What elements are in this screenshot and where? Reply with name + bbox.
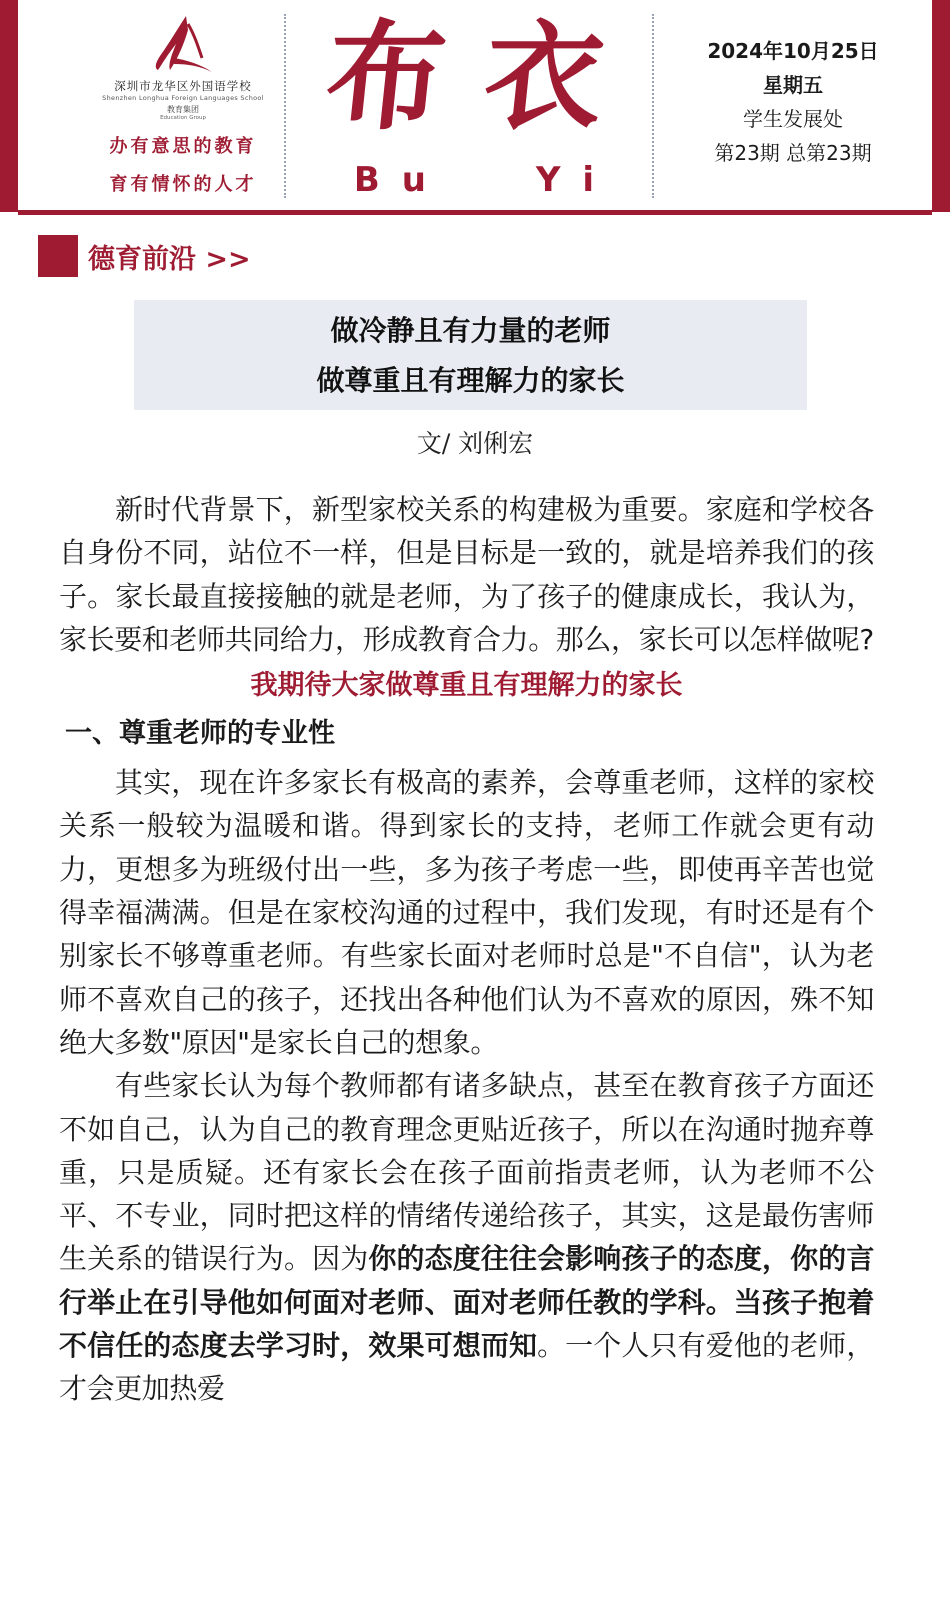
newsletter-header [18, 0, 932, 212]
masthead-en-yi: Yi [535, 160, 617, 200]
header-frame-left [0, 0, 18, 212]
masthead-title-en [310, 160, 660, 200]
section-square-icon [38, 235, 78, 277]
paragraph-2: 其实，现在许多家长有极高的素养，会尊重老师，这样的家校关系一般较为温暖和谐。得到家长的支持，老师工作就会更有动力，更想多为班级付出一些，多为孩子考虑一些，即使再辛苦也觉得幸福满满。但是在家校沟通的过程中，我们发现，有时还是有个别家长不够尊重老师。有些家长面对老师时总是"不自信"，认为老师不喜欢自己的孩子，还找出各种他们认为不喜欢的原因，殊不知绝大多数"原因"是家长自己的想象。 [59, 766, 874, 1059]
issue-department: 学生发展处 [743, 107, 843, 131]
school-logo-icon [148, 14, 218, 76]
section-tag [38, 235, 251, 277]
header-divider-left [284, 14, 286, 198]
section-label: 德育前沿 >> [88, 243, 251, 275]
paragraph-3-start: 有些家长认为每个教师都有诸多缺点，甚至在教育孩子方面还不如自己，认为自己的教育理念更贴近孩子，所以在沟通时抛弃尊重，只是质疑。还有家长会在孩子面前指责老师，认为老师不公平、不专业，同时把这样的情绪传递给孩子，其实，这是最伤害师生关系的错误行为。因为 [59, 1069, 874, 1276]
section-heading-1: 一、尊重老师的专业性 [65, 718, 335, 750]
article-title-line-1: 做冷静且有力量的老师 [330, 314, 611, 347]
school-group-cn: 教育集团 [167, 105, 199, 114]
school-motto [68, 128, 298, 204]
article-byline: 文/ 刘俐宏 [416, 429, 534, 458]
school-group-en: Education Group [160, 115, 206, 121]
masthead [310, 7, 660, 205]
issue-number: 第23期 总第23期 [714, 141, 872, 165]
masthead-en-bu: Bu [353, 160, 449, 200]
issue-weekday: 星期五 [763, 73, 823, 97]
paragraph-3 [59, 1064, 874, 1410]
article-subtitle: 我期待大家做尊重且有理解力的家长 [250, 670, 683, 702]
motto-line-1: 办有意思的教育 [109, 136, 257, 157]
paragraph-3-end: 。一个人只有爱他的老师，才会更加热爱 [59, 1329, 874, 1406]
article-title-box [134, 300, 807, 410]
article-body [59, 488, 874, 1411]
motto-line-2: 育有情怀的人才 [109, 174, 257, 195]
issue-info [673, 34, 913, 170]
masthead-title-cn: 布衣 [319, 7, 651, 146]
issue-date: 2024年10月25日 [707, 39, 879, 63]
school-name-cn: 深圳市龙华区外国语学校 [114, 79, 252, 93]
paragraph-1: 新时代背景下，新型家校关系的构建极为重要。家庭和学校各自身份不同，站位不一样，但是目标是一致的，就是培养我们的孩子。家长最直接接触的就是老师，为了孩子的健康成长，我认为，家长要和老师共同给力，形成教育合力。那么，家长可以怎样做呢? [59, 493, 874, 656]
header-frame-right [932, 0, 950, 212]
header-divider-right [652, 14, 654, 198]
paragraph-3-bold: 你的态度往往会影响孩子的态度，你的言行举止在引导他如何面对老师、面对老师任教的学科。当孩子抱着不信任的态度去学习时，效果可想而知 [59, 1242, 874, 1363]
header-bottom-bar [18, 210, 932, 215]
school-logo-block [68, 14, 298, 121]
school-name-en: Shenzhen Longhua Foreign Languages School [102, 94, 264, 102]
article-title-line-2: 做尊重且有理解力的家长 [316, 364, 625, 397]
